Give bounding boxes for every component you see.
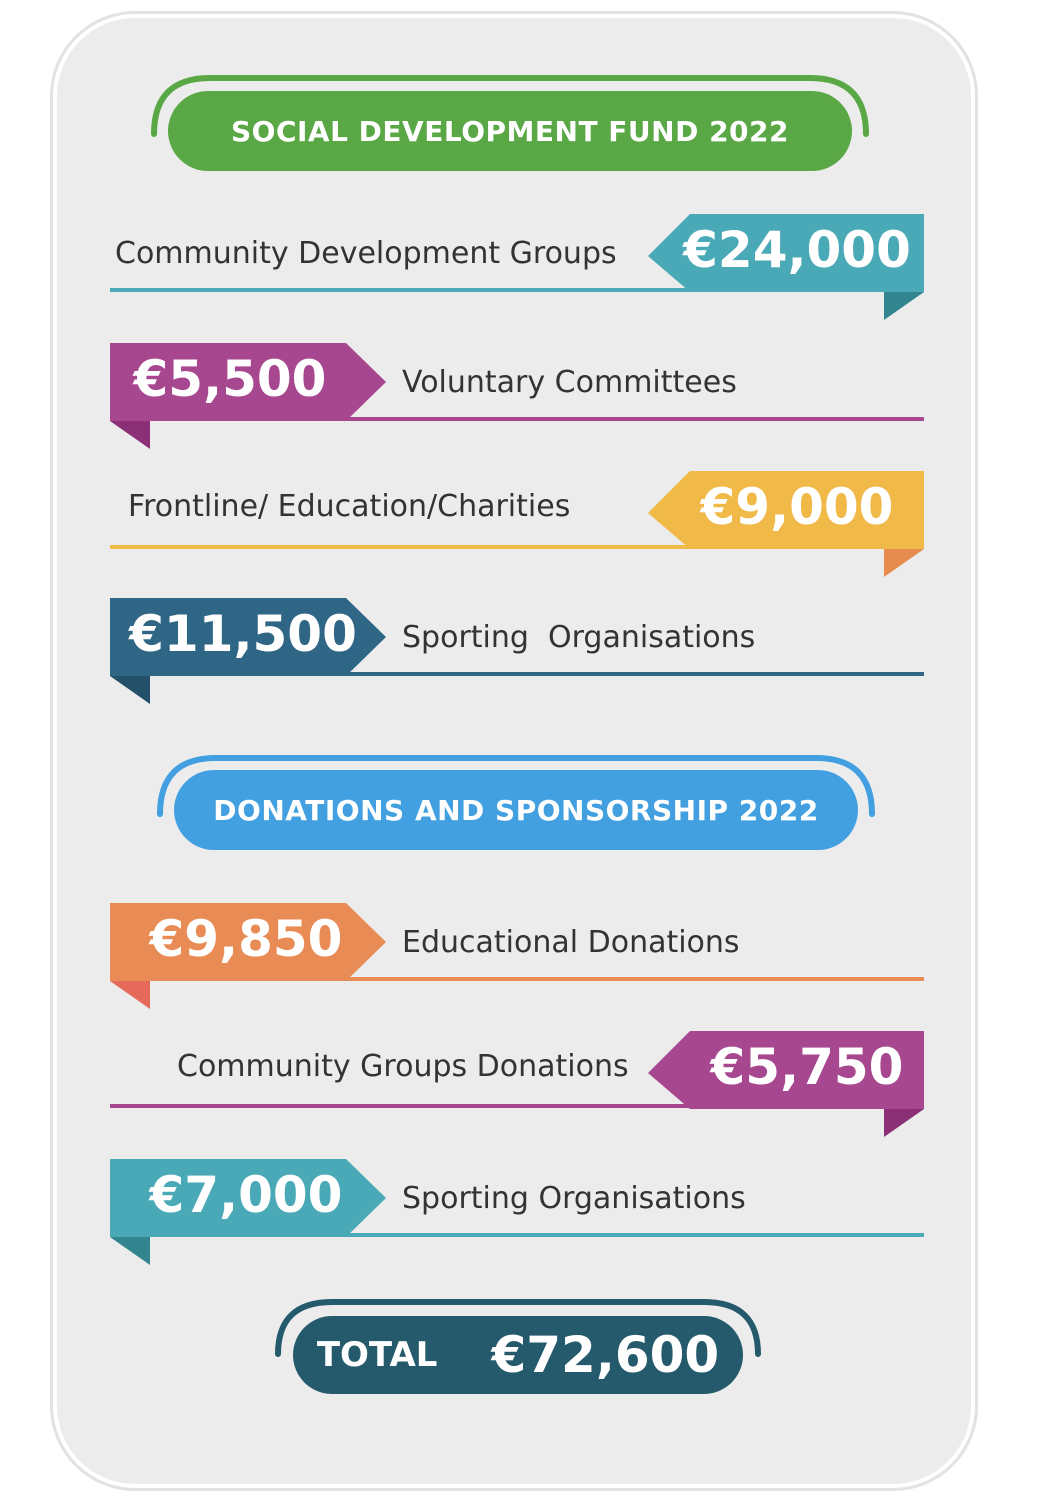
section-title-social-fund: SOCIAL DEVELOPMENT FUND 2022 bbox=[168, 91, 852, 171]
total-pill bbox=[293, 1316, 743, 1394]
row-amount-community-development-groups: €24,000 bbox=[683, 221, 911, 279]
row-amount-sporting-organisations-donations: €7,000 bbox=[149, 1166, 343, 1224]
row-amount-voluntary-committees: €5,500 bbox=[133, 350, 327, 408]
total-label: TOTAL bbox=[316, 1335, 438, 1375]
row-label-sporting-organisations-donations: Sporting Organisations bbox=[402, 1181, 746, 1216]
row-label-community-development-groups: Community Development Groups bbox=[115, 236, 617, 271]
row-label-educational-donations: Educational Donations bbox=[402, 925, 740, 960]
row-label-community-groups-donations: Community Groups Donations bbox=[177, 1049, 629, 1084]
section-title-donations-sponsorship: DONATIONS AND SPONSORSHIP 2022 bbox=[174, 770, 858, 850]
row-amount-educational-donations: €9,850 bbox=[149, 910, 343, 968]
row-amount-community-groups-donations: €5,750 bbox=[710, 1038, 904, 1096]
row-label-sporting-organisations-sdf: Sporting Organisations bbox=[402, 620, 756, 655]
total-amount: €72,600 bbox=[491, 1326, 720, 1384]
row-amount-frontline-education-charities: €9,000 bbox=[700, 478, 894, 536]
row-label-voluntary-committees: Voluntary Committees bbox=[402, 365, 737, 400]
row-amount-sporting-organisations-sdf: €11,500 bbox=[129, 605, 357, 663]
row-label-frontline-education-charities: Frontline/ Education/Charities bbox=[128, 489, 571, 524]
